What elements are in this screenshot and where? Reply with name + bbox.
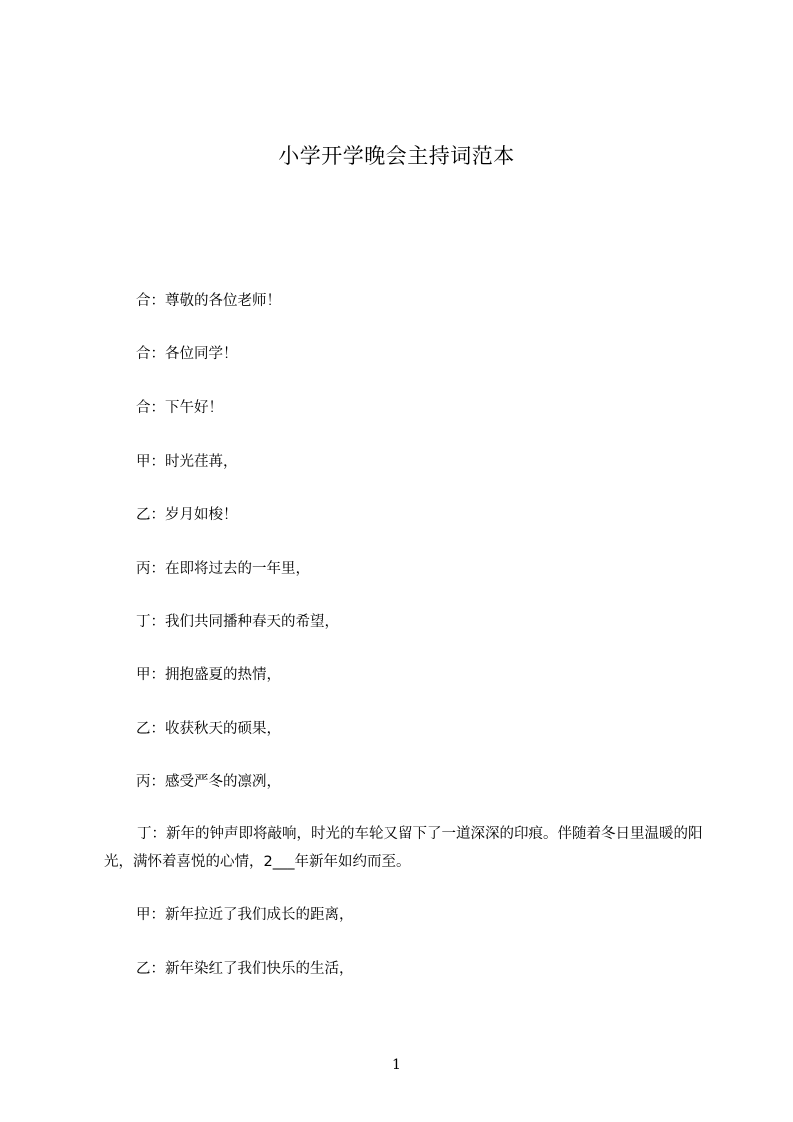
script-paragraph: 丁：新年的钟声即将敲响，时光的车轮又留下了一道深深的印痕。伴随着冬日里温暖的阳光，满怀着喜悦的心情，2___年新年如约而至。: [104, 826, 703, 870]
script-line: 甲：拥抱盛夏的热情，: [136, 667, 281, 683]
script-line: 乙：岁月如梭！: [136, 507, 238, 523]
page-number: 1: [392, 1057, 401, 1073]
script-line: 乙：收获秋天的硕果，: [136, 721, 281, 737]
document-title: 小学开学晚会主持词范本: [278, 144, 515, 168]
script-line: 甲：时光荏苒，: [136, 454, 238, 470]
script-line: 丙：感受严冬的凛冽，: [136, 774, 281, 790]
script-line: 乙：新年染红了我们快乐的生活，: [136, 961, 354, 977]
script-line: 丙：在即将过去的一年里，: [136, 561, 310, 577]
script-line: 合：各位同学！: [136, 346, 238, 362]
script-line: 合：尊敬的各位老师！: [136, 293, 281, 309]
script-line: 合：下午好！: [136, 400, 223, 416]
script-line: 丁：我们共同播种春天的希望，: [136, 614, 339, 630]
script-line: 甲：新年拉近了我们成长的距离，: [136, 907, 354, 923]
